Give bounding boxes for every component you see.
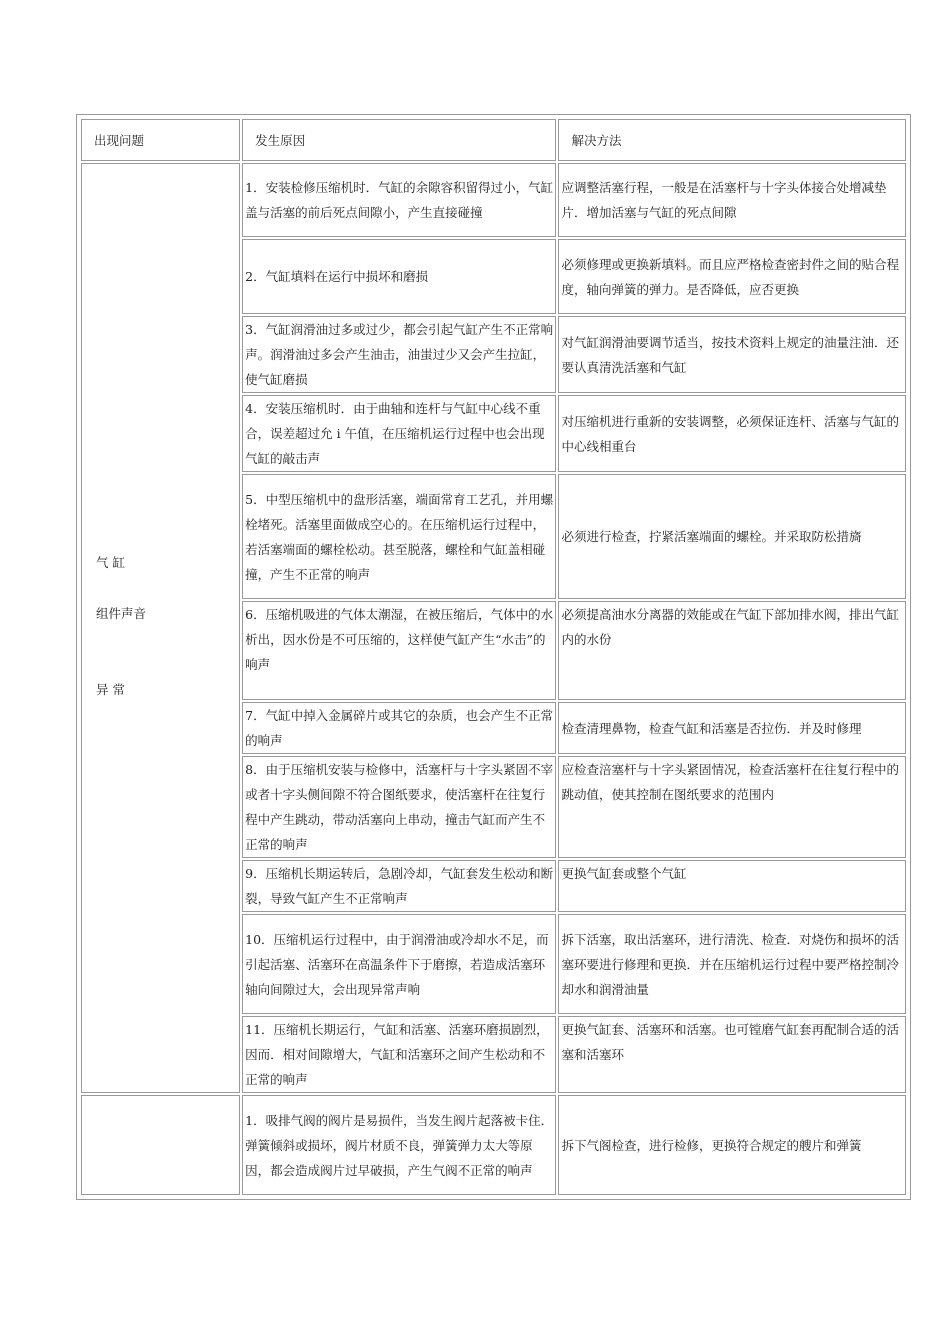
cause-cell: 9．压缩机长期运转后，急剧冷却，气缸套发生松动和断裂，导致气缸产生不正常响声 [242, 860, 556, 912]
problem-line: 气 缸 [96, 555, 125, 570]
header-solution: 解决方法 [558, 119, 906, 161]
problem-line: 组件声音 [96, 606, 147, 621]
problem-cell-cylinder [81, 163, 240, 1093]
solution-cell: 对气缸润滑油要调节适当，按技术资料上规定的油量注油．还要认真清洗活塞和气缸 [558, 316, 906, 393]
cause-cell: 8．由于压缩机安装与检修中，活塞杆与十字头紧固不宰或者十字头侧间隙不符合图纸要求，使活塞杆在往复行程中产生跳动，带动活塞向上串动，撞击气缸而产生不正常的响声 [242, 756, 556, 858]
table-row [81, 1095, 906, 1195]
troubleshooting-table-frame [76, 114, 911, 1200]
solution-cell: 应检查涪塞杆与十字头紧固情况，检查活塞杆在往复行程中的跳动值，使其控制在图纸要求的范围内 [558, 756, 906, 858]
solution-cell: 必须进行检查，拧紧活塞端面的螺栓。并采取防松措旖 [558, 474, 906, 599]
header-cause: 发生原因 [242, 119, 556, 161]
cause-cell: 1．安装检修压缩机时．气缸的余隙容积留得过小，气缸盖与活塞的前后死点间隙小，产生直接碰撞 [242, 163, 556, 237]
solution-cell: 更换气缸套、活塞环和活塞。也可镗磨气缸套再配制合适的活塞和活塞环 [558, 1016, 906, 1093]
cause-cell: 11．压缩机长期运行，气缸和活塞、活塞环磨损剧烈，因而．相对间隙增大，气缸和活塞环之间产生松动和不正常的响声 [242, 1016, 556, 1093]
cause-cell: 4．安装压缩机时．由于曲轴和连杆与气缸中心线不重合，误差超过允 i 午值，在压缩机运行过程中也会出现气缸的敲击声 [242, 395, 556, 472]
table-row [81, 163, 906, 237]
solution-cell: 应调整活塞行程，一般是在活塞杆与十字头体接合处增减垫片．增加活塞与气缸的死点间隙 [558, 163, 906, 237]
solution-cell: 对压缩机进行重新的安装调整，必须保证连杆、活塞与气缸的中心线相重台 [558, 395, 906, 472]
solution-cell: 检查清理鼻物，检查气缸和活塞是否拉伤．并及时修理 [558, 702, 906, 754]
header-problem: 出现问题 [81, 119, 240, 161]
solution-cell: 拆下活塞，取出活塞环，进行清洗、检查．对烧伤和损坏的活塞环要进行修理和更换．并在压缩机运行过程中要严格控制冷却水和润滑油量 [558, 914, 906, 1014]
solution-cell: 更换气缸套或整个气缸 [558, 860, 906, 912]
solution-cell: 必须修理或更换新填料。而且应严格检查密封件之间的贴合程度，轴向弹簧的弹力。是否降低，应否更换 [558, 239, 906, 314]
cause-cell: 2．气缸填料在运行中损坏和磨损 [242, 239, 556, 314]
cause-cell: 3．气缸润滑油过多或过少，都会引起气缸产生不正常响声。润滑油过多会产生油击，油蚩过少又会产生拉缸，使气缸磨损 [242, 316, 556, 393]
table-header-row [81, 119, 906, 161]
cause-cell: 7．气缸中掉入金属碎片或其它的杂质，也会产生不正常的响声 [242, 702, 556, 754]
troubleshooting-table [79, 117, 908, 1197]
cause-cell: 10．压缩机运行过程中，由于润滑油或冷却水不足，而引起活塞、活塞环在高温条件下于磨擦，若造成活塞环轴向间隙过大，会出现异常声响 [242, 914, 556, 1014]
problem-line: 异 常 [96, 682, 125, 697]
cause-cell: 6．压缩机吸进的气体太潮湿，在被压缩后，气体中的水析出，因水份是不可压缩的，这样使气缸产生“水击”的响声 [242, 601, 556, 700]
cause-cell: 5．中型压缩机中的盘形活塞，端面常育工艺孔，并用螺栓堵死。活塞里面做成空心的。在压缩机运行过程中，若活塞端面的螺栓松动。甚至脱落，螺栓和气缸盖相碰撞，产生不正常的响声 [242, 474, 556, 599]
cause-cell: 1．吸排气阀的阀片是易损件，当发生阀片起落被卡住．弹簧倾斜或损坏，阀片材质不良，弹簧弹力太大等原因，都会造成阀片过早破损，产生气阀不正常的响声 [242, 1095, 556, 1195]
solution-cell: 必须提高油水分离器的效能或在气缸下部加排水阀，排出气缸内的水份 [558, 601, 906, 700]
solution-cell: 拆下气阁检查，进行检修，更换符合规定的艘片和弹簧 [558, 1095, 906, 1195]
problem-cell-valve [81, 1095, 240, 1195]
